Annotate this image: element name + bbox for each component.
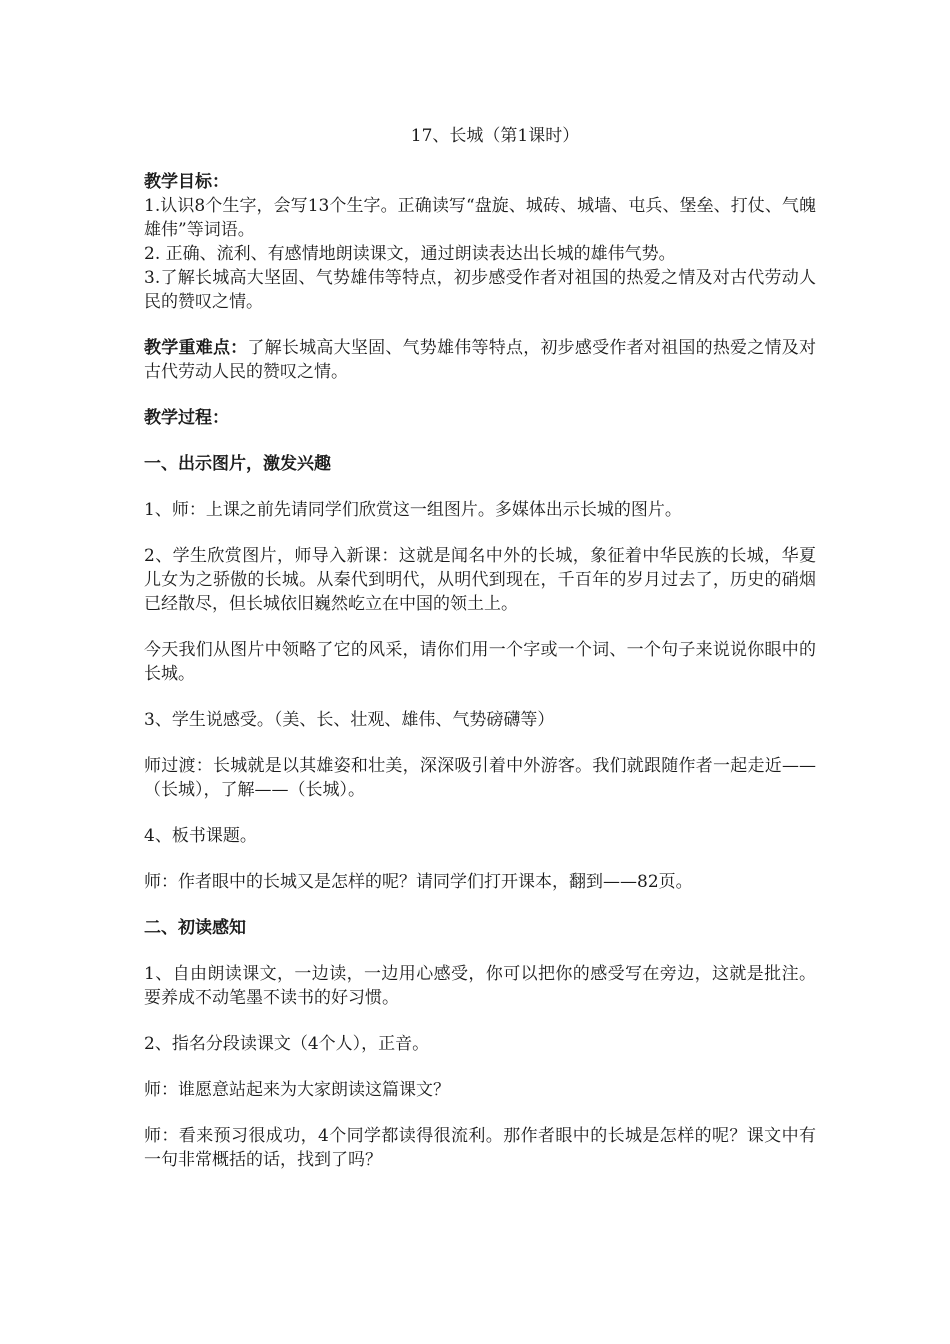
key-points-paragraph [144, 336, 816, 384]
section2-paragraph-4: 师：看来预习很成功，4个同学都读得很流利。那作者眼中的长城是怎样的呢？课文中有一句非常概括的话，找到了吗？ [144, 1126, 816, 1170]
objective-item-1: 1.认识8个生字，会写13个生字。正确读写“盘旋、城砖、城墙、屯兵、堡垒、打仗、气魄雄伟”等词语。 [144, 196, 816, 240]
section1-paragraph-7: 师：作者眼中的长城又是怎样的呢？请同学们打开课本，翻到——82页。 [144, 872, 693, 892]
section2-paragraph-1: 1、自由朗读课文，一边读，一边用心感受，你可以把你的感受写在旁边，这就是批注。要养成不动笔墨不读书的好习惯。 [144, 964, 816, 1008]
process-heading: 教学过程： [144, 408, 229, 428]
objectives-heading: 教学目标： [144, 172, 229, 192]
section1-heading: 一、出示图片，激发兴趣 [144, 454, 331, 474]
section2-paragraph-3: 师：谁愿意站起来为大家朗读这篇课文？ [144, 1080, 450, 1100]
objective-item-3: 3.了解长城高大坚固、气势雄伟等特点，初步感受作者对祖国的热爱之情及对古代劳动人民的赞叹之情。 [144, 268, 816, 312]
key-points-label: 教学重难点： [144, 338, 248, 358]
section1-paragraph-1: 1、师：上课之前先请同学们欣赏这一组图片。多媒体出示长城的图片。 [144, 500, 682, 520]
document-page [144, 122, 816, 1172]
section1-paragraph-3: 今天我们从图片中领略了它的风采，请你们用一个字或一个词、一个句子来说说你眼中的长城。 [144, 640, 816, 684]
objective-item-2: 2. 正确、流利、有感情地朗读课文，通过朗读表达出长城的雄伟气势。 [144, 244, 676, 264]
section1-paragraph-4: 3、学生说感受。（美、长、壮观、雄伟、气势磅礴等） [144, 710, 555, 730]
section2-heading: 二、初读感知 [144, 918, 246, 938]
section1-paragraph-2: 2、学生欣赏图片，师导入新课：这就是闻名中外的长城，象征着中华民族的长城，华夏儿女为之骄傲的长城。从秦代到明代，从明代到现在，千百年的岁月过去了，历史的硝烟已经散尽，但长城依旧巍然屹立在中国的领土上。 [144, 546, 816, 614]
section1-paragraph-6: 4、板书课题。 [144, 826, 257, 846]
section1-paragraph-5: 师过渡：长城就是以其雄姿和壮美，深深吸引着中外游客。我们就跟随作者一起走近——（长城），了解——（长城）。 [144, 756, 816, 800]
key-points-text: 了解长城高大坚固、气势雄伟等特点，初步感受作者对祖国的热爱之情及对古代劳动人民的赞叹之情。 [144, 338, 816, 382]
section2-paragraph-2: 2、指名分段读课文（4个人），正音。 [144, 1034, 430, 1054]
document-title: 17、长城（第1课时） [410, 126, 580, 146]
